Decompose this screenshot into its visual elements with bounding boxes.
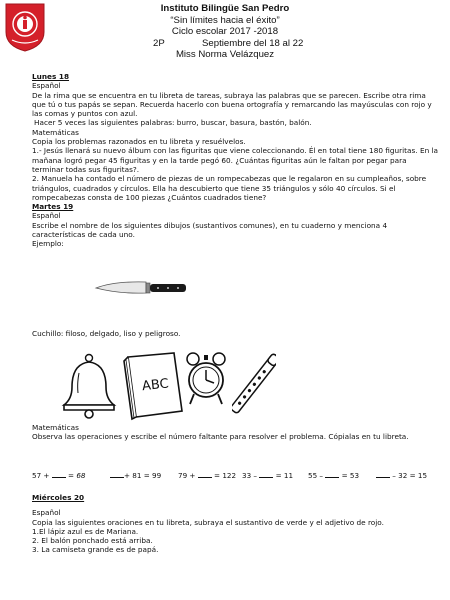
- tuesday-math-text: Observa las operaciones y escribe el número faltante para resolver el problema. Cópialas en tu libreta.: [32, 432, 409, 442]
- day-heading-wednesday: Miércoles 20: [32, 493, 85, 502]
- answer-blank: [52, 477, 66, 478]
- school-name: Instituto Bilingüe San Pedro: [160, 3, 290, 14]
- teacher-name: Miss Norma Velázquez: [175, 49, 275, 61]
- school-logo: [3, 2, 47, 52]
- motto: “Sin límites hacia el éxito”: [170, 14, 280, 26]
- equation-6: – 32 = 15: [376, 471, 427, 480]
- recorder-flute-icon: [232, 348, 276, 420]
- book-icon: [122, 351, 186, 421]
- wednesday-section: [32, 493, 438, 555]
- grade: 2P: [153, 37, 165, 49]
- section-title-spanish: Español: [32, 508, 61, 518]
- section-title-spanish: Español: [32, 211, 61, 221]
- section-title-math: Matemáticas: [32, 423, 79, 432]
- day-heading-monday: Lunes 18: [32, 72, 70, 81]
- tuesday-math-section: [32, 423, 438, 442]
- answer-blank: [259, 477, 273, 478]
- example-answer: Cuchillo: filoso, delgado, liso y peligroso.: [32, 329, 181, 339]
- tuesday-spanish-text: Escribe el nombre de los siguientes dibujos (sustantivos comunes), en tu cuaderno y menciona 4 características de cada uno.: [32, 220, 388, 240]
- monday-words-task: Hacer 5 veces las siguientes palabras: burro, buscar, basura, bastón, balón.: [34, 118, 312, 128]
- alarm-clock-icon: [184, 350, 228, 410]
- monday-math-intro: Copia los problemas razonados en tu libreta y resuélvelos.: [32, 137, 246, 147]
- equation-1: 57 + = 68: [32, 471, 86, 480]
- sentence-1: 1.El lápiz azul es de Mariana.: [32, 526, 139, 536]
- document-header: [60, 3, 390, 61]
- section-title-spanish: Español: [32, 81, 61, 91]
- math-problem-2: 2. Manuela ha contado el número de piezas de un rompecabezas que le regalaron en su cumpleaños, sobre triángulos, cuadrados y círculos. Ella ha descubierto que tiene 35 triángulos y sólo 40 círculos. Si el rompecabezas consta de 100 piezas ¿Cuántos cuadrados tiene?: [32, 174, 427, 202]
- period-line: [60, 38, 390, 50]
- knife-icon: [94, 278, 189, 300]
- section-title-math: Matemáticas: [32, 127, 79, 137]
- monday-spanish-text: De la rima que se encuentra en tu libreta de tareas, subraya las palabras que se parecen. Escribe otra rima que tú o tus papás se sepan. Recuerda hacerlo con buena ortografía y remarcando las mayúsculas con rojo y las comas y puntos con azul.: [32, 90, 432, 119]
- example-label: Ejemplo:: [32, 239, 64, 249]
- answer-blank: [198, 477, 212, 478]
- sentence-3: 3. La camiseta grande es de papá.: [32, 545, 159, 555]
- document-body: [32, 72, 438, 249]
- sentence-2: 2. El balón ponchado está arriba.: [32, 536, 153, 546]
- math-problem-1: 1.- Jesús llenará su nuevo álbum con las figuritas que viene coleccionando. Él en total tiene 180 figuritas. En la mañana logró pegar 45 figuritas y en la tarde pegó 60. ¿Cuántas figuritas aún le faltan por pegar para terminar todas sus figuritas?.: [32, 146, 439, 174]
- day-heading-tuesday: Martes 19: [32, 202, 74, 212]
- week-range: Septiembre del 18 al 22: [202, 37, 304, 49]
- equation-4: 33 – = 11: [242, 471, 294, 480]
- bell-icon: [60, 353, 118, 419]
- equation-5: 55 – = 53: [308, 471, 360, 480]
- equation-3: 79 + = 122: [178, 471, 237, 480]
- answer-blank: [110, 477, 124, 478]
- answer-blank: [325, 477, 339, 478]
- wednesday-spanish-text: Copia las siguientes oraciones en tu libreta, subraya el sustantivo de verde y el adjetivo de rojo.: [32, 517, 384, 527]
- answer-blank: [376, 477, 390, 478]
- equation-2: + 81 = 99: [110, 471, 161, 480]
- school-year: Ciclo escolar 2017 -2018: [171, 26, 279, 38]
- book-cover-text: ABC: [141, 376, 170, 395]
